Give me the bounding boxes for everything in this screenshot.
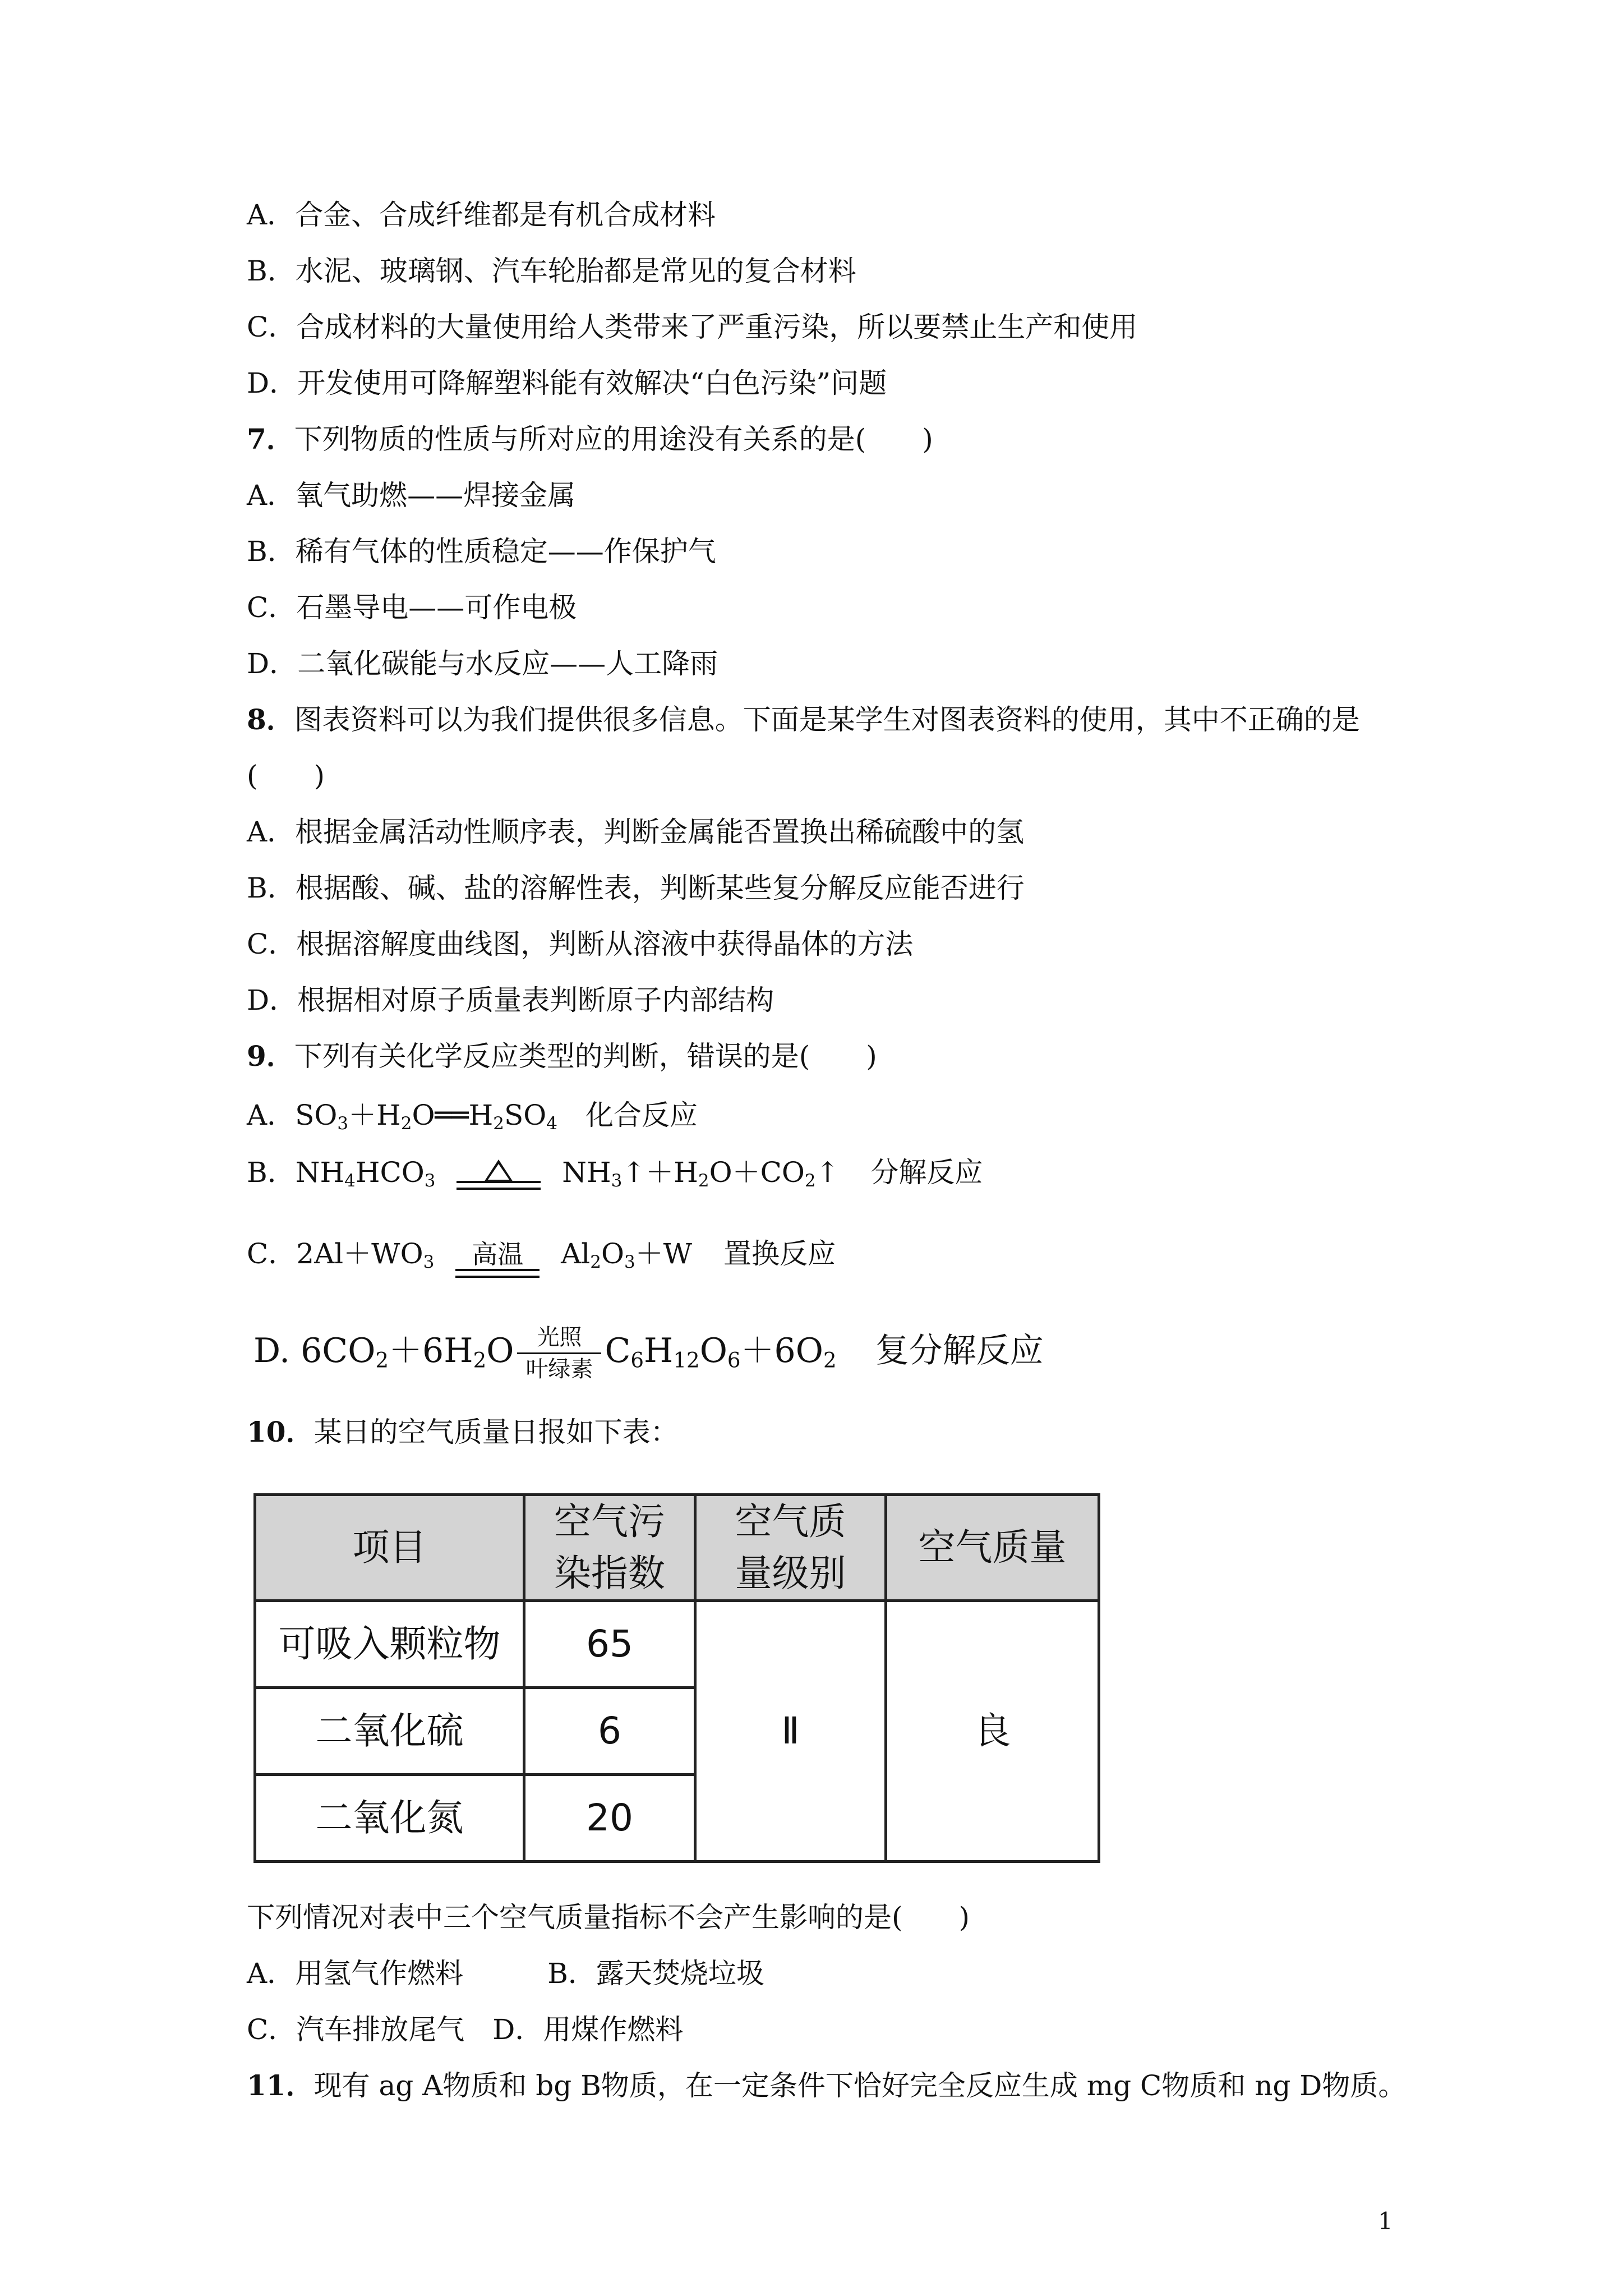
table-cell-item: 二氧化氮 [255,1775,524,1862]
answer-paren: ( ) [247,760,325,792]
question-number: 9． [247,1039,294,1073]
table-cell-index: 6 [524,1688,695,1775]
condition-text: 光照 [537,1324,582,1350]
reaction-type: 置换反应 [723,1237,836,1270]
question-11 [247,2067,1406,2104]
table-header-row [255,1495,1099,1601]
option-line: D．开发使用可降解塑料能有效解决“白色污染”问题 [247,367,887,399]
reaction-b: B．$NH_4HCO_3$ $NH_3↑+H_2O+CO_2↑$ 分解反应 [247,1150,983,1191]
option-line: B．稀有气体的性质稳定——作保护气 [247,535,716,568]
question-stem: 图表资料可以为我们提供很多信息。下面是某学生对图表资料的使用，其中不正确的是 [294,703,1360,736]
table-header: 空气质 量级别 [695,1495,886,1601]
question-number: 11． [247,2069,314,2102]
table-cell-index: 65 [524,1601,695,1688]
reaction-type: 化合反应 [585,1099,698,1131]
table-header: 项目 [255,1495,524,1601]
question-stem: 某日的空气质量日报如下表： [313,1416,679,1448]
reaction-type: 分解反应 [870,1156,983,1189]
question-9 [247,1038,877,1075]
table-cell-item: 二氧化硫 [255,1688,524,1775]
option-line: A．合金、合成纤维都是有机合成材料 [247,199,716,231]
question-stem: 下列有关化学反应类型的判断，错误的是( ) [294,1040,877,1073]
table-cell-item: 可吸入颗粒物 [255,1601,524,1688]
reaction-a: A．$SO_3+H_2O══H_2SO_4$ 化合反应 [247,1099,698,1134]
question-number: 7． [247,422,294,455]
question-8 [247,701,1360,738]
question-stem: 下列物质的性质与所对应的用途没有关系的是( ) [294,423,933,455]
option-line: B．水泥、玻璃钢、汽车轮胎都是常见的复合材料 [247,255,856,287]
question-7 [247,421,933,458]
option-line: C．汽车排放尾气 D．用煤作燃料 [247,2013,684,2046]
option-line: A．氧气助燃——焊接金属 [247,479,576,512]
option-line: A．根据金属活动性顺序表，判断金属能否置换出稀硫酸中的氢 [247,816,1025,848]
question-number: 10． [247,1415,314,1448]
page-number: 1 [1378,2207,1393,2235]
table-cell-quality: 良 [886,1601,1099,1862]
option-line: C．根据溶解度曲线图，判断从溶液中获得晶体的方法 [247,928,914,960]
question-10 [247,1414,679,1451]
air-quality-table [253,1493,1100,1863]
reaction-d: D. $6CO_2+6H_2O$ 光照 叶绿素 $C_6H_{12}O_6+6O_2$ 复分解反应 [253,1324,1044,1382]
option-line: C．石墨导电——可作电极 [247,591,577,624]
table-header: 空气污 染指数 [524,1495,695,1601]
option-line: C．合成材料的大量使用给人类带来了严重污染，所以要禁止生产和使用 [247,311,1138,343]
option-line: A．用氢气作燃料 B．露天焚烧垃圾 [247,1957,764,1990]
question-number: 8． [247,703,294,736]
table-cell-index: 20 [524,1775,695,1862]
table-cell-level: Ⅱ [695,1601,886,1862]
option-line: D．根据相对原子质量表判断原子内部结构 [247,984,774,1016]
heat-triangle-icon [484,1159,513,1182]
option-line: D．二氧化碳能与水反应——人工降雨 [247,647,718,680]
question-text: 下列情况对表中三个空气质量指标不会产生影响的是( ) [247,1901,970,1934]
question-stem: 现有 ag A物质和 bg B物质，在一定条件下恰好完全反应生成 mg C物质和 ng D物质。 [313,2069,1407,2102]
table-header: 空气质量 [886,1495,1099,1601]
reaction-c: C．$2Al+WO_3$ 高温 $Al_2O_3+W$ 置换反应 [247,1231,836,1278]
option-line: B．根据酸、碱、盐的溶解性表，判断某些复分解反应能否进行 [247,872,1025,904]
table-row [255,1601,1099,1688]
condition-text: 叶绿素 [525,1356,593,1382]
reaction-type: 复分解反应 [875,1331,1044,1370]
condition-text: 高温 [472,1239,524,1269]
